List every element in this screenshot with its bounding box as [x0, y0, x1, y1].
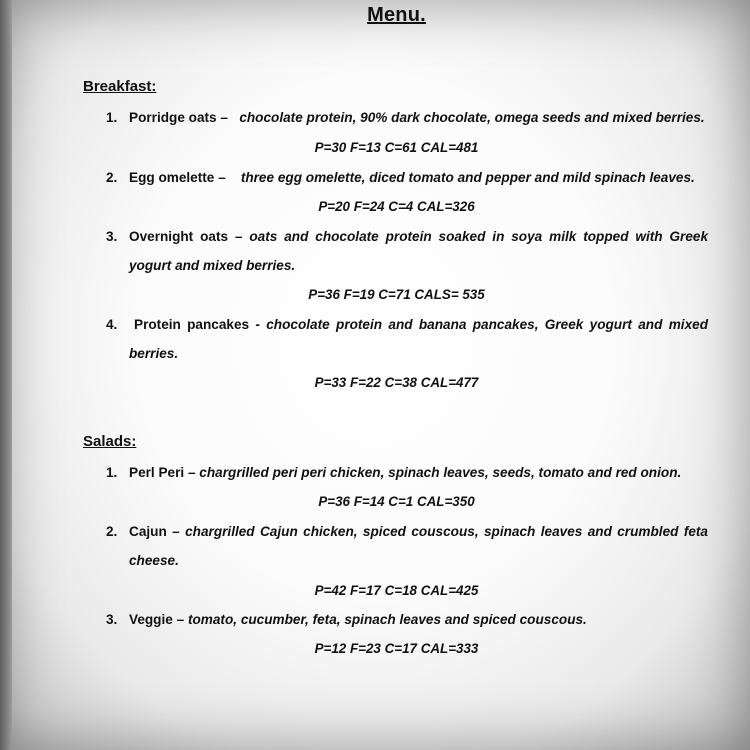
item-description: tomato, cucumber, feta, spinach leaves and spiced couscous.: [187, 612, 587, 627]
item-macros: P=12 F=23 C=17 CAL=333: [314, 641, 479, 656]
menu-item-pancakes: [134, 317, 708, 332]
menu-item-peri-peri: [129, 465, 681, 480]
item-description: chargrilled Cajun chicken, spiced couscous, spinach leaves and crumbled feta: [185, 524, 708, 539]
item-number: 3.: [106, 612, 118, 627]
item-name: Protein pancakes -: [134, 317, 260, 332]
menu-item-omelette: [129, 170, 695, 185]
menu-item-porridge: [129, 110, 705, 125]
item-name: Porridge oats –: [129, 110, 228, 125]
item-number: 1.: [106, 110, 118, 125]
item-macros: P=30 F=13 C=61 CAL=481: [314, 140, 479, 155]
item-number: 2.: [106, 170, 118, 185]
item-name: Veggie –: [129, 612, 185, 627]
item-description-cont: yogurt and mixed berries.: [129, 258, 296, 273]
item-macros: P=36 F=14 C=1 CAL=350: [318, 494, 475, 509]
item-macros: P=20 F=24 C=4 CAL=326: [318, 199, 475, 214]
menu-item-overnight-oats: [129, 229, 708, 244]
item-macros: P=36 F=19 C=71 CALS= 535: [308, 287, 485, 302]
item-description: oats and chocolate protein soaked in soya milk topped with Greek: [249, 229, 709, 244]
item-macros: P=33 F=22 C=38 CAL=477: [314, 375, 479, 390]
salads-heading: Salads:: [83, 433, 137, 450]
item-number: 4.: [106, 317, 118, 332]
item-description-cont: cheese.: [129, 553, 179, 568]
item-number: 3.: [106, 229, 118, 244]
item-number: 1.: [106, 465, 118, 480]
menu-item-veggie: [129, 612, 587, 627]
item-name: Cajun –: [129, 524, 180, 539]
item-name: Egg omelette –: [129, 170, 226, 185]
menu-item-cajun: [129, 524, 708, 539]
item-description-cont: berries.: [129, 346, 179, 361]
item-description: chargrilled peri peri chicken, spinach leaves, seeds, tomato and red onion.: [199, 465, 682, 480]
item-description: three egg omelette, diced tomato and pepper and mild spinach leaves.: [240, 170, 695, 185]
item-description: chocolate protein and banana pancakes, Greek yogurt and mixed: [266, 317, 708, 332]
item-name: Perl Peri –: [129, 465, 196, 480]
item-description: chocolate protein, 90% dark chocolate, omega seeds and mixed berries.: [239, 110, 705, 125]
item-number: 2.: [106, 524, 118, 539]
item-name: Overnight oats –: [129, 229, 243, 244]
breakfast-heading: Breakfast:: [83, 78, 157, 95]
page-title: Menu.: [367, 4, 426, 26]
item-macros: P=42 F=17 C=18 CAL=425: [314, 583, 479, 598]
